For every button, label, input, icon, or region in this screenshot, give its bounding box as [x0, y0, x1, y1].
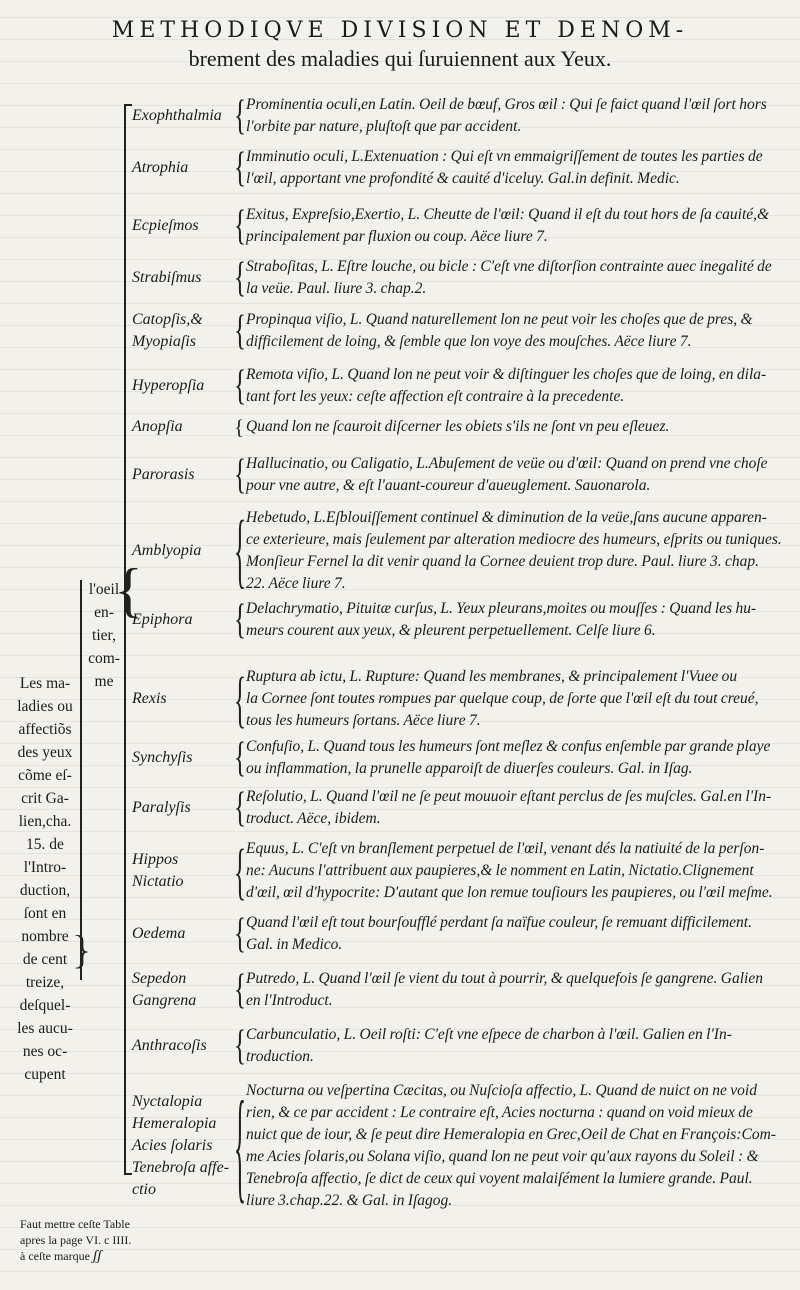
disease-definition	[246, 1024, 794, 1068]
disease-definition	[246, 256, 794, 300]
page-title-line-2: brement des maladies qui ſuruiennent aux Yeux.	[188, 46, 612, 71]
disease-name	[132, 464, 242, 486]
definition-line: Carbunculatio, L. Oeil roſti: C'eſt vne eſpece de charbon à l'œil. Galien en l'In-	[246, 1026, 732, 1043]
disease-name-line: Nyctalopia	[132, 1093, 203, 1110]
disease-name	[132, 1035, 242, 1057]
entry-brace: {	[234, 967, 247, 1013]
definition-line: Quand l'œil eſt tout bourſoufflé perdant ſa naïfue couleur, ſe remuant difficilement.	[246, 914, 752, 931]
definition-line: l'œil, apportant vne profondité & cauité d'iceluy. Gal.in definit. Medic.	[246, 170, 680, 187]
footnote	[20, 1216, 131, 1264]
disease-name	[132, 309, 242, 353]
disease-name-line: Hemeralopia	[132, 1115, 217, 1132]
disease-definition	[246, 786, 794, 830]
footnote-line-3	[20, 1248, 131, 1264]
disease-name-line: ctio	[132, 1181, 156, 1198]
definition-line: meurs courent aux yeux, & pleurent perpetuellement. Celſe liure 6.	[246, 622, 656, 639]
disease-definition	[246, 146, 794, 190]
disease-definition	[246, 666, 794, 732]
definition-line: la veüe. Paul. liure 3. chap.2.	[246, 280, 427, 297]
disease-name	[132, 540, 242, 562]
definition-line: Hebetudo, L.Eſblouiſſement continuel & diminution de la veüe,ſans aucune apparen-	[246, 509, 767, 526]
disease-name-line: Ecpieſmos	[132, 217, 199, 234]
definition-line: d'œil, œil d'hypocrite: D'autant que lon remue touſiours les paupieres, ou l'œil meſme.	[246, 884, 773, 901]
definition-line: Reſolutio, L. Quand l'œil ne ſe peut mouuoir eſtant perclus de ſes muſcles. Gal.en l'In-	[246, 788, 772, 805]
definition-line: Ruptura ab ictu, L. Rupture: Quand les membranes, & principalement l'Vuee ou	[246, 668, 738, 685]
entry-brace: {	[234, 785, 247, 831]
disease-name-line: Rexis	[132, 690, 167, 707]
left-label-line: affectiõs	[18, 721, 72, 738]
entry-brace: {	[234, 597, 247, 643]
disease-definition	[246, 968, 794, 1012]
side-label-brace: }	[72, 927, 92, 972]
disease-definition	[246, 453, 794, 497]
definition-line: ce exterieure, mais ſeulement par alteration mediocre des humeurs, eſprits ou tuniques.	[246, 531, 782, 548]
definition-line: Quand lon ne ſcauroit diſcerner les obiets s'ils ne ſont vn peu eſleuez.	[246, 418, 670, 435]
side-label-line: com-	[88, 650, 120, 667]
definition-line: Prominentia oculi,en Latin. Oeil de bœuf, Gros œil : Qui ſe faict quand l'œil ſort hors	[246, 96, 767, 113]
page-title-line-1: METHODIQVE DIVISION ET DENOM-	[111, 18, 689, 43]
definition-line: principalement par fluxion ou coup. Aëce liure 7.	[246, 228, 548, 245]
disease-name	[132, 747, 242, 769]
disease-definition	[246, 204, 794, 248]
disease-name-line: Oedema	[132, 925, 186, 942]
placement-mark: ʃʃ	[92, 1248, 102, 1264]
entry-brace: {	[234, 1023, 247, 1069]
entries-bracket-brace: {	[114, 557, 143, 623]
left-label-line: l'Intro-	[23, 859, 67, 876]
side-label-line	[80, 580, 82, 980]
side-label-oeil-entier	[86, 578, 122, 693]
disease-definition	[246, 736, 794, 780]
side-label-line: me	[94, 673, 114, 690]
left-label-line: crit Ga-	[21, 790, 69, 807]
definition-line: difficilement de loing, & ſemble que lon voye des mouſches. Aëce liure 7.	[246, 333, 692, 350]
disease-name	[132, 157, 242, 179]
definition-line: l'orbite par nature, pluſtoſt que par accident.	[246, 118, 522, 135]
entry-brace: {	[234, 452, 247, 498]
entry-brace: {	[234, 255, 247, 301]
side-label-line: en-	[94, 604, 114, 621]
definition-line: tous les humeurs ſortans. Aëce liure 7.	[246, 712, 481, 729]
disease-definition	[246, 1080, 794, 1212]
definition-line: me Acies ſolaris,ou Solana viſio, quand lon ne peut voir qu'aux rayons du Soleil : &	[246, 1148, 759, 1165]
entry-brace: {	[234, 93, 247, 139]
disease-name-line: Gangrena	[132, 992, 197, 1009]
disease-name	[132, 688, 242, 710]
disease-name	[132, 215, 242, 237]
disease-name-line: Myopiaſis	[132, 333, 196, 350]
disease-name-line: Sepedon	[132, 970, 187, 987]
disease-name	[132, 267, 242, 289]
definition-line: pour vne autre, & eſt l'auant-coureur d'aueuglement. Sauonarola.	[246, 477, 651, 494]
definition-line: rien, & ce par accident : Le contraire eſt, Acies nocturna : quand on void mieux de	[246, 1104, 753, 1121]
disease-name	[132, 609, 242, 631]
disease-name-line: Synchyſis	[132, 749, 193, 766]
footnote-line-2: apres la page VI. c IIII.	[20, 1233, 132, 1247]
left-label-line: duction,	[19, 882, 71, 899]
definition-line: Confuſio, L. Quand tous les humeurs ſont meſlez & confus enſemble par grande playe	[246, 738, 771, 755]
side-label-line: tier,	[92, 627, 116, 644]
disease-name	[132, 1091, 242, 1201]
definition-line: troduct. Aëce, ibidem.	[246, 810, 381, 827]
disease-name-line: Anthracoſis	[132, 1037, 207, 1054]
left-label-line: des yeux	[17, 744, 73, 761]
disease-definition	[246, 364, 794, 408]
disease-name-line: Epiphora	[132, 611, 193, 628]
disease-name	[132, 105, 242, 127]
disease-name-line: Nictatio	[132, 873, 184, 890]
entry-brace: {	[234, 363, 247, 409]
disease-name-line: Amblyopia	[132, 542, 202, 559]
left-label-line: cõme eſ-	[18, 767, 72, 784]
definition-line: nuict que de iour, & ſe peut dire Hemeralopia en Grec,Oeil de Chat en François:Com-	[246, 1126, 776, 1143]
left-label-line: ſont en	[23, 905, 67, 922]
left-label-line: les aucu-	[17, 1020, 73, 1037]
disease-name	[132, 375, 242, 397]
entry-brace: {	[234, 415, 245, 439]
disease-name	[132, 923, 242, 945]
disease-definition	[246, 912, 794, 956]
entry-brace: {	[234, 505, 247, 597]
left-label-line: deſquel-	[19, 997, 71, 1014]
definition-line: la Cornee ſont toutes rompues par quelque coup, de ſorte que l'œil eſt du tout creué,	[246, 690, 759, 707]
definition-line: tant fort les yeux: ceſte affection eſt contraire à la precedente.	[246, 388, 625, 405]
left-label-line: treize,	[25, 974, 65, 991]
entries-bracket-bottom-tick	[124, 1173, 132, 1175]
disease-name	[132, 968, 242, 1012]
entry-brace: {	[234, 664, 247, 734]
disease-definition	[246, 416, 794, 438]
disease-name-line: Atrophia	[132, 159, 189, 176]
disease-name-line: Exophthalmia	[132, 107, 222, 124]
disease-name-line: Parorasis	[132, 466, 195, 483]
definition-line: Remota viſio, L. Quand lon ne peut voir & diſtinguer les choſes que de loing, en dila-	[246, 366, 767, 383]
definition-line: troduction.	[246, 1048, 314, 1065]
disease-name	[132, 849, 242, 893]
disease-name	[132, 797, 242, 819]
entry-brace: {	[234, 911, 247, 957]
definition-line: Hallucinatio, ou Caligatio, L.Abuſement de veüe ou d'œil: Quand on prend vne choſe	[246, 455, 768, 472]
left-label-line: de cent	[22, 951, 68, 968]
disease-name-line: Hyperopſia	[132, 377, 205, 394]
footnote-line-3-text: à ceſte marque	[20, 1249, 90, 1263]
left-label-line: cupent	[24, 1066, 66, 1083]
definition-line: Tenebroſa affectio, ſe dict de ceux qui voyent malaiſément la lumiere grande. Paul.	[246, 1170, 753, 1187]
definition-line: Propinqua viſio, L. Quand naturellement lon ne peut voir les choſes que de pres, &	[246, 311, 753, 328]
disease-name-line: Paralyſis	[132, 799, 191, 816]
disease-definition	[246, 507, 794, 595]
definition-line: en l'Introduct.	[246, 992, 333, 1009]
disease-name	[132, 415, 245, 439]
entry-brace: {	[234, 735, 247, 781]
definition-line: ou inflammation, la prunelle apparoiſt de diuerſes couleurs. Gal. in Iſag.	[246, 760, 693, 777]
side-label-line: l'oeil	[88, 581, 120, 598]
entry-brace: {	[234, 1076, 247, 1215]
footnote-line-1: Faut mettre ceſte Table	[20, 1217, 130, 1231]
disease-name-line: Hippos	[132, 851, 179, 868]
entries-bracket-top-tick	[124, 104, 132, 106]
disease-definition	[246, 838, 794, 904]
disease-name-line: Tenebroſa affe-	[132, 1159, 230, 1176]
left-label-line: lien,cha.	[18, 813, 72, 830]
left-label-line: ladies ou	[17, 698, 73, 715]
left-label-line: Les ma-	[19, 675, 71, 692]
disease-name-line: Catopſis,&	[132, 311, 203, 328]
disease-name-line: Anopſia	[132, 418, 183, 435]
definition-line: Nocturna ou veſpertina Cæcitas, ou Nuſcioſa affectio, L. Quand de nuict on ne void	[246, 1082, 757, 1099]
entry-brace: {	[234, 203, 247, 249]
disease-definition	[246, 94, 794, 138]
disease-name-line: Acies ſolaris	[132, 1137, 213, 1154]
disease-name-line: Strabiſmus	[132, 269, 202, 286]
definition-line: Gal. in Medico.	[246, 936, 343, 953]
definition-line: Imminutio oculi, L.Extenuation : Qui eſt vn emmaigriſſement de toutes les parties de	[246, 148, 763, 165]
definition-line: Delachrymatio, Pituitæ curſus, L. Yeux pleurans,moites ou mouſſes : Quand les hu-	[246, 600, 757, 617]
left-label-line: 15. de	[26, 836, 64, 853]
left-label-maladies	[12, 672, 78, 1086]
disease-definition	[246, 598, 794, 642]
definition-line: ne: Aucuns l'attribuent aux paupieres,& le nomment en Latin, Nictatio.Clignement	[246, 862, 754, 879]
entry-brace: {	[234, 145, 247, 191]
definition-line: Equus, L. C'eſt vn branſlement perpetuel de l'œil, venant dés la natiuité de la perſon-	[246, 840, 765, 857]
entry-brace: {	[234, 308, 247, 354]
entry-brace: {	[234, 836, 247, 906]
definition-line: Putredo, L. Quand l'œil ſe vient du tout à pourrir, & quelquefois ſe gangrene. Galien	[246, 970, 763, 987]
definition-line: 22. Aëce liure 7.	[246, 575, 346, 592]
left-label-line: nombre	[21, 928, 69, 945]
entries-bracket-line	[124, 104, 126, 1174]
definition-line: Straboſitas, L. Eſtre louche, ou bicle : C'eſt vne diſtorſion contrainte auec inegalité de	[246, 258, 772, 275]
left-label-line: nes oc-	[22, 1043, 68, 1060]
definition-line: liure 3.chap.22. & Gal. in Iſagog.	[246, 1192, 453, 1209]
disease-definition	[246, 309, 794, 353]
definition-line: Monſieur Fernel la dit venir quand la Cornee deuient trop dure. Paul. liure 3. chap.	[246, 553, 760, 570]
definition-line: Exitus, Expreſsio,Exertio, L. Cheutte de l'œil: Quand il eſt du tout hors de ſa cauité,&	[246, 206, 770, 223]
